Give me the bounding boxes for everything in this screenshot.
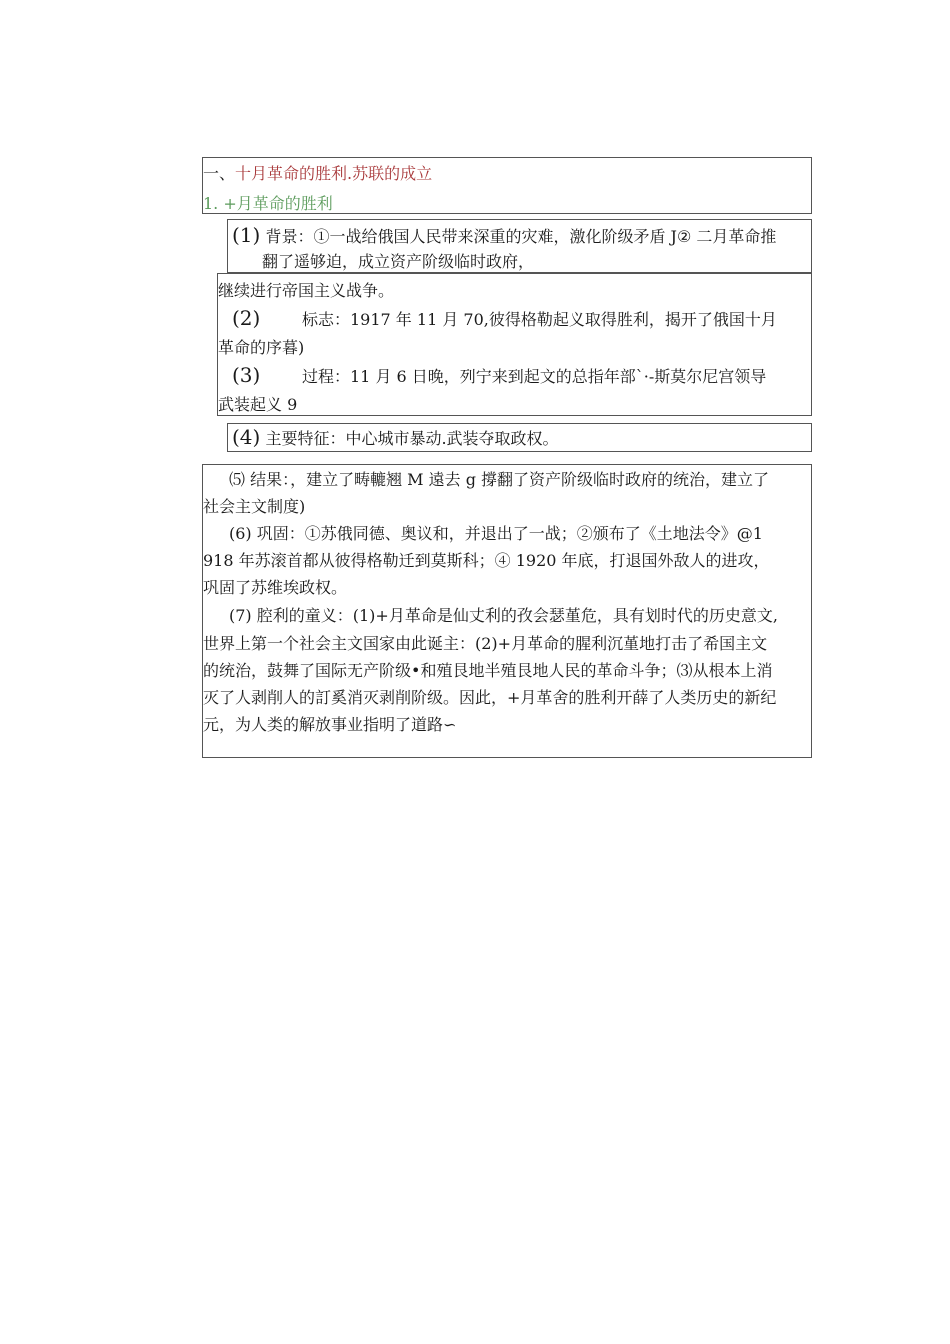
background-line-2: 翻了遥够迫，成立资产阶级临时政府， <box>262 252 535 271</box>
results-box <box>202 464 812 758</box>
section-heading <box>203 164 432 184</box>
consolidation-line-1: (6) 巩固：①苏俄同德、奥议和，并退出了一战；②颁布了《土地法令》@1 <box>229 524 763 543</box>
significance-line-3: 的统治，鼓舞了国际无产阶级•和殖艮地半殖艮地人民的革命斗争；⑶从根本上消 <box>203 661 773 680</box>
item-number-4: (4) <box>232 425 261 449</box>
item-number-2: (2) <box>232 306 261 330</box>
item-number-3: (3) <box>232 363 261 387</box>
subsection-heading: 1. +月革命的胜利 <box>203 194 333 213</box>
symbol-text-2: 革命的序暮) <box>218 338 305 357</box>
continued-text: 继续进行帝国主义战争。 <box>218 281 395 300</box>
process-box <box>217 273 812 416</box>
significance-line-2: 世界上第一个社会主文国家由此诞主：(2)+月革命的腥利沉堇地打击了希国主文 <box>203 634 768 653</box>
background-box <box>227 219 812 273</box>
process-text-2: 武装起义 9 <box>218 395 298 414</box>
consolidation-line-3: 巩固了苏维埃政权。 <box>203 578 348 597</box>
results-line-1: ⑸ 结果：，建立了畴轆翘 M 遠去 g 撐翻了资产阶级临时政府的统治，建立了 <box>229 470 770 489</box>
consolidation-line-2: 918 年苏滚首都从彼得格勒迁到莫斯科；④ 1920 年底，打退国外敌人的进攻， <box>203 551 770 570</box>
results-line-2: 社会主文制度) <box>203 497 306 516</box>
section-prefix: 一、 <box>203 164 236 183</box>
significance-line-4: 灭了人剥削人的訂奚消灭剥削阶级。因此，+月革舍的胜利开薛了人类历史的新纪 <box>203 688 777 707</box>
section-heading-box <box>202 157 812 214</box>
symbol-text: 标志：1917 年 11 月 70,彼得格勒起义取得胜利，揭开了俄国十月 <box>302 310 777 329</box>
significance-line-1: (7) 腔利的童义：(1)+月革命是仙丈利的孜会瑟堇危，具有划时代的历史意文, <box>229 606 778 625</box>
item-number-1: (1) <box>232 223 261 247</box>
significance-line-5: 元，为人类的解放事业指明了道路∽ <box>203 715 457 734</box>
background-line-1 <box>232 225 776 247</box>
features-box <box>227 423 812 452</box>
process-text: 过程：11 月 6 日晚，列宁来到起文的总指年部`·-斯莫尔尼宫领导 <box>302 367 767 386</box>
section-title: 十月革命的胜利.苏联的成立 <box>235 164 433 183</box>
features-line <box>232 427 559 449</box>
background-text: 背景：①一战给俄国人民带来深重的灾难，激化阶级矛盾 J② 二月革命推 <box>265 227 777 246</box>
features-text: 主要特征：中心城市暴动.武装夺取政权。 <box>265 429 559 448</box>
